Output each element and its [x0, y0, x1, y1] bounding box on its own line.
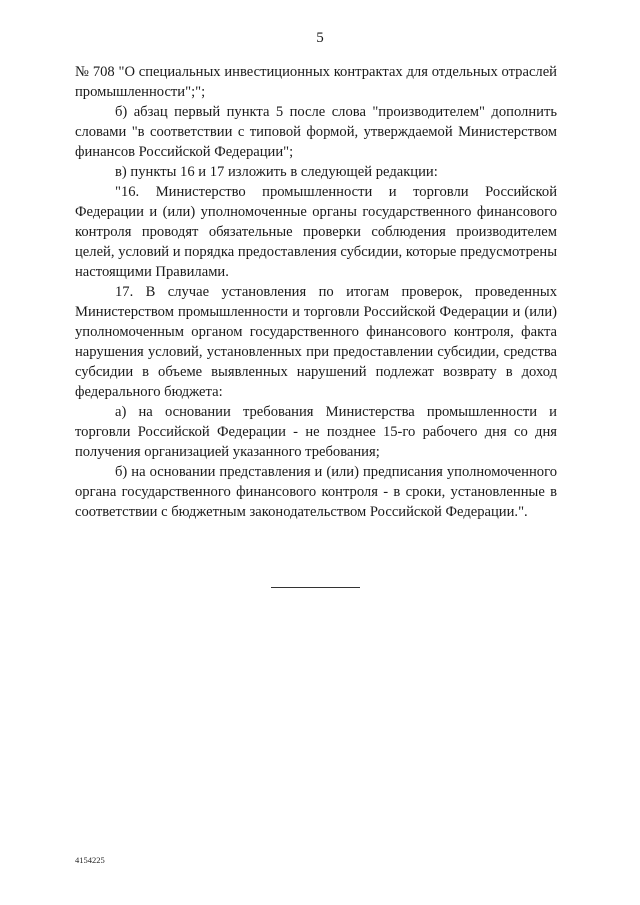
- page-number: 5: [316, 30, 324, 46]
- document-code: 4154225: [75, 855, 105, 865]
- end-separator-line: [271, 587, 360, 588]
- paragraph-point-16: "16. Министерство промышленности и торговли Российской Федерации и (или) уполномоченные органы государственного финансового контроля проводят обязательные проверки соблюдения производителем целей, условий и порядка предоставления субсидии, которые предусмотрены настоящими Правилами.: [75, 184, 557, 280]
- paragraph-continuation: № 708 "О специальных инвестиционных контрактах для отдельных отраслей промышленности";";: [75, 64, 557, 100]
- paragraph-subitem-a: а) на основании требования Министерства промышленности и торговли Российской Федерации - не позднее 15-го рабочего дня со дня получения организацией указанного требования;: [75, 404, 557, 460]
- document-body: [75, 62, 557, 522]
- paragraph-item-b-point-5: б) абзац первый пункта 5 после слова "производителем" дополнить словами "в соответствии с типовой формой, утверждаемой Министерством финансов Российской Федерации";: [75, 104, 557, 160]
- paragraph-subitem-b: б) на основании представления и (или) предписания уполномоченного органа государственного финансового контроля - в сроки, установленные в соответствии с бюджетным законодательством Российской Федерации.".: [75, 464, 557, 520]
- paragraph-item-v-points-16-17: в) пункты 16 и 17 изложить в следующей редакции:: [115, 164, 438, 180]
- paragraph-point-17: 17. В случае установления по итогам проверок, проведенных Министерством промышленности и торговли Российской Федерации и (или) уполномоченным органом государственного финансового контроля, факта нарушения условий, установленных при предоставлении субсидии, средства субсидии в объеме выявленных нарушений подлежат возврату в доход федерального бюджета:: [75, 284, 557, 400]
